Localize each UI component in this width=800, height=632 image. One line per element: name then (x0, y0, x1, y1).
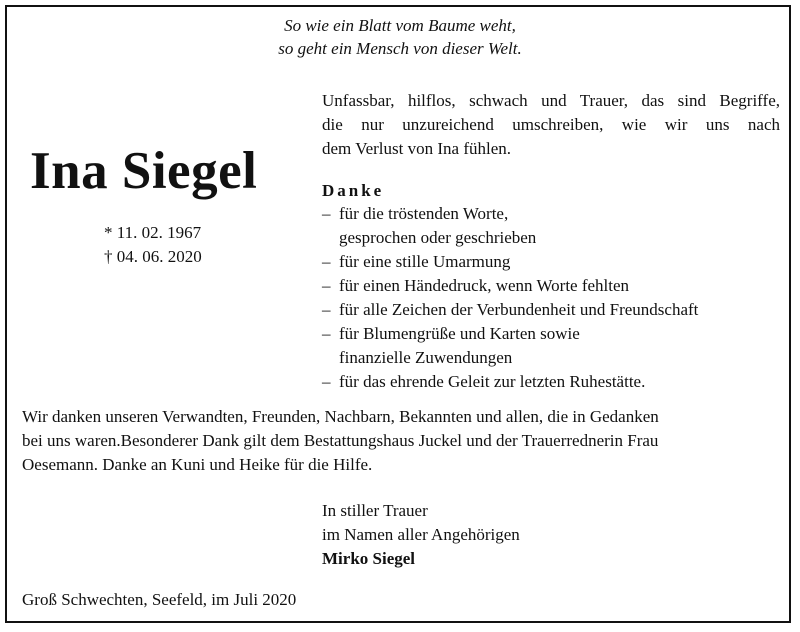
thanks-item (322, 202, 792, 250)
intro-line: Unfassbar, hilflos, schwach und Trauer, das sind Begriffe, (322, 91, 780, 110)
motto (0, 14, 800, 60)
thanks-item-text: – für einen Händedruck, wenn Worte fehlten (339, 276, 630, 295)
acknowledgement-line: bei uns waren.Besonderer Dank gilt dem Bestattungshaus Juckel und der Trauerrednerin Frau (22, 431, 659, 450)
thanks-item-text: – für das ehrende Geleit zur letzten Ruhestätte. (339, 372, 646, 391)
life-dates (104, 221, 202, 269)
thanks-list (322, 202, 792, 394)
signer-name: Mirko Siegel (322, 549, 416, 568)
thanks-item-text: – für alle Zeichen der Verbundenheit und Freundschaft (339, 300, 699, 319)
birth-date: * 11. 02. 1967 (104, 223, 202, 242)
motto-line-1: So wie ein Blatt vom Baume weht, (284, 16, 516, 35)
signature-line-2: im Namen aller Angehörigen (322, 525, 520, 544)
signature-block (322, 499, 520, 571)
intro-paragraph (322, 89, 780, 161)
acknowledgement-line: Oesemann. Danke an Kuni und Heike für die Hilfe. (22, 455, 373, 474)
thanks-heading: Danke (322, 181, 385, 200)
motto-line-2: so geht ein Mensch von dieser Welt. (278, 39, 522, 58)
thanks-item (322, 322, 792, 370)
place-date: Groß Schwechten, Seefeld, im Juli 2020 (22, 590, 297, 609)
thanks-item (322, 250, 792, 274)
thanks-item (322, 298, 792, 322)
intro-line: die nur unzureichend umschreiben, wie wir uns nach (322, 115, 780, 134)
intro-line: dem Verlust von Ina fühlen. (322, 139, 512, 158)
acknowledgement-line: Wir danken unseren Verwandten, Freunden, Nachbarn, Bekannten und allen, die in Gedanken (22, 407, 659, 426)
deceased-name: Ina Siegel (30, 142, 258, 200)
thanks-item-text: finanzielle Zuwendungen (339, 348, 513, 367)
death-date: † 04. 06. 2020 (104, 247, 202, 266)
thanks-item-text: gesprochen oder geschrieben (339, 228, 537, 247)
thanks-item-text: – für Blumengrüße und Karten sowie (339, 324, 580, 343)
thanks-item-text: – für die tröstenden Worte, (339, 204, 509, 223)
acknowledgement-paragraph (22, 405, 782, 477)
signature-line-1: In stiller Trauer (322, 501, 428, 520)
thanks-item (322, 370, 792, 394)
thanks-item (322, 274, 792, 298)
thanks-item-text: – für eine stille Umarmung (339, 252, 511, 271)
